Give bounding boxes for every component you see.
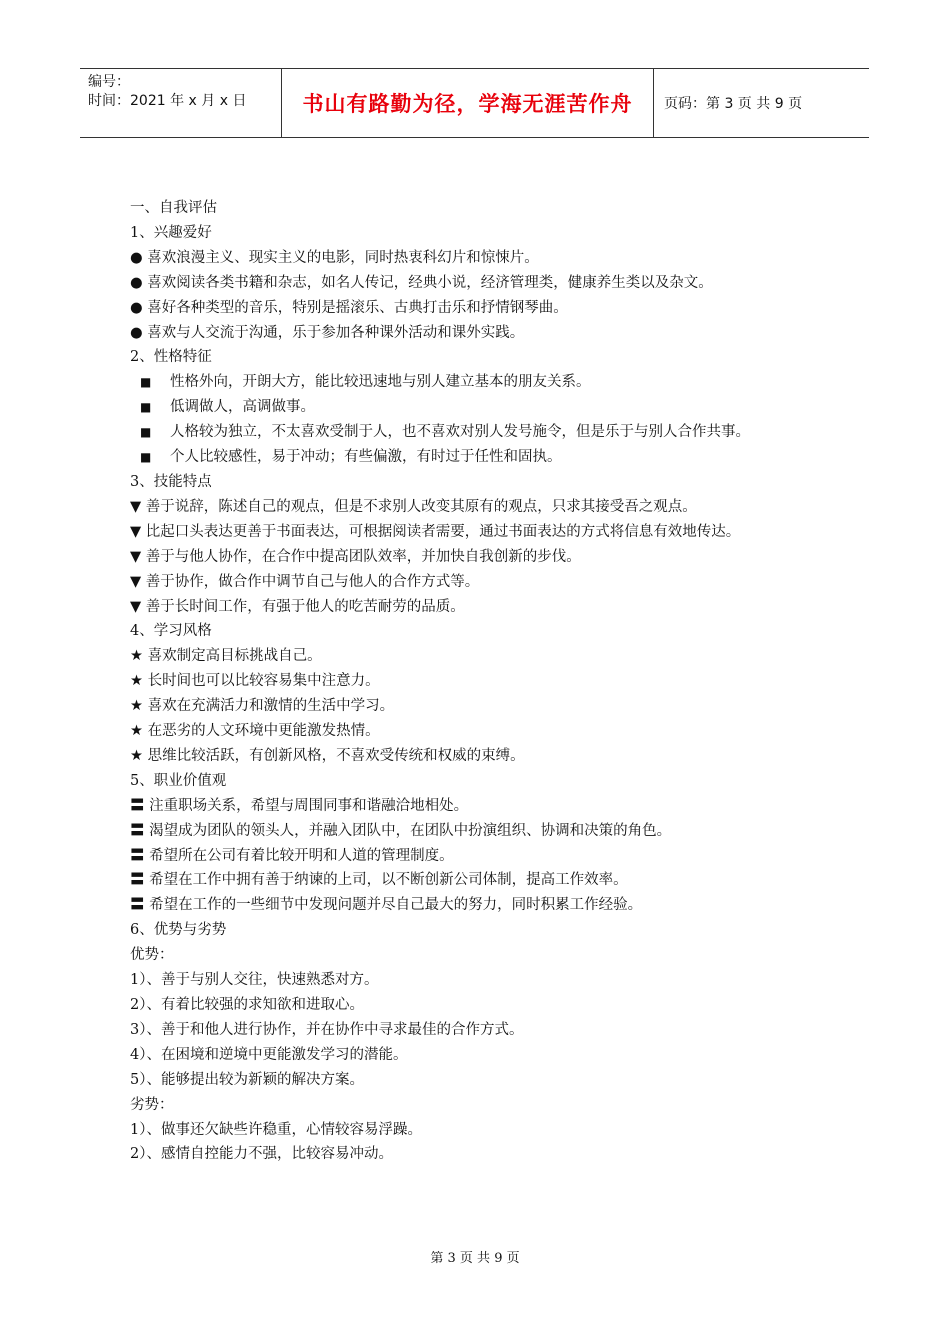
double-bar-bullet-icon: 〓 — [130, 822, 145, 839]
section-title: 一、自我评估 — [130, 200, 217, 216]
list-item: ▼ 善于协作，做合作中调节自己与他人的合作方式等。 — [130, 570, 820, 595]
list-item: 〓 注重职场关系，希望与周围同事和谐融洽地相处。 — [130, 794, 820, 819]
list-item: ■ 低调做人，高调做事。 — [130, 395, 820, 420]
triangle-bullet-icon: ▼ — [130, 498, 142, 515]
header-motto: 书山有路勤为径，学海无涯苦作舟 — [282, 69, 654, 137]
section-heading: 6、优势与劣势 — [130, 922, 227, 939]
list-item: ★ 在恶劣的人文环境中更能激发热情。 — [130, 719, 820, 744]
star-bullet-icon: ★ — [130, 747, 143, 764]
document-body — [130, 196, 820, 1167]
list-item: 2）、有着比较强的求知欲和进取心。 — [130, 997, 364, 1013]
section-heading: 3、技能特点 — [130, 473, 212, 490]
list-item: ● 喜欢与人交流于沟通，乐于参加各种课外活动和课外实践。 — [130, 321, 820, 346]
double-bar-bullet-icon: 〓 — [130, 847, 145, 864]
section-heading: 1、兴趣爱好 — [130, 224, 212, 241]
bullet-icon: ● — [130, 249, 143, 266]
list-item: 4）、在困境和逆境中更能激发学习的潜能。 — [130, 1046, 408, 1063]
section-heading: 2、性格特征 — [130, 349, 212, 366]
page-header — [80, 68, 869, 138]
list-item: ★ 长时间也可以比较容易集中注意力。 — [130, 669, 820, 694]
page-footer: 第 3 页 共 9 页 — [430, 1251, 520, 1266]
list-item: ■ 个人比较感性，易于冲动；有些偏激，有时过于任性和固执。 — [130, 445, 820, 470]
header-meta — [80, 69, 282, 137]
section-heading: 4、学习风格 — [130, 623, 212, 640]
list-item: 〓 希望在工作中拥有善于纳谏的上司，以不断创新公司体制，提高工作效率。 — [130, 868, 820, 893]
square-bullet-icon: ■ — [140, 425, 152, 440]
advantages-label: 优势： — [130, 947, 174, 964]
bullet-icon: ● — [130, 274, 143, 291]
double-bar-bullet-icon: 〓 — [130, 872, 145, 889]
star-bullet-icon: ★ — [130, 723, 143, 740]
list-item: ★ 喜欢在充满活力和激情的生活中学习。 — [130, 694, 820, 719]
double-bar-bullet-icon: 〓 — [130, 797, 145, 814]
list-item: ★ 思维比较活跃，有创新风格，不喜欢受传统和权威的束缚。 — [130, 744, 820, 769]
triangle-bullet-icon: ▼ — [130, 598, 142, 615]
list-item: ● 喜好各种类型的音乐，特别是摇滚乐、古典打击乐和抒情钢琴曲。 — [130, 296, 820, 321]
list-item: 〓 渴望成为团队的领头人，并融入团队中，在团队中扮演组织、协调和决策的角色。 — [130, 819, 820, 844]
list-item: 〓 希望在工作的一些细节中发现问题并尽自己最大的努力，同时积累工作经验。 — [130, 893, 820, 918]
square-bullet-icon: ■ — [140, 450, 152, 465]
list-item: ■ 性格外向，开朗大方，能比较迅速地与别人建立基本的朋友关系。 — [130, 370, 820, 395]
triangle-bullet-icon: ▼ — [130, 573, 142, 590]
list-item: ▼ 善于长时间工作，有强于他人的吃苦耐劳的品质。 — [130, 595, 820, 620]
list-item: ▼ 善于与他人协作，在合作中提高团队效率，并加快自我创新的步伐。 — [130, 545, 820, 570]
section-heading: 5、职业价值观 — [130, 772, 227, 789]
bullet-icon: ● — [130, 299, 143, 316]
number-label: 编号： — [88, 74, 130, 90]
list-item: ▼ 比起口头表达更善于书面表达，可根据阅读者需要，通过书面表达的方式将信息有效地传达。 — [130, 520, 820, 545]
square-bullet-icon: ■ — [140, 375, 152, 390]
disadvantages-label: 劣势： — [130, 1096, 174, 1113]
triangle-bullet-icon: ▼ — [130, 548, 142, 565]
square-bullet-icon: ■ — [140, 400, 152, 415]
time-label: 时间：2021 年 x 月 x 日 — [88, 93, 247, 109]
star-bullet-icon: ★ — [130, 673, 143, 690]
header-page-label: 页码：第 3 页 共 9 页 — [664, 96, 803, 112]
list-item: ▼ 善于说辞，陈述自己的观点，但是不求别人改变其原有的观点，只求其接受吾之观点。 — [130, 495, 820, 520]
star-bullet-icon: ★ — [130, 648, 143, 665]
list-item: ● 喜欢浪漫主义、现实主义的电影，同时热衷科幻片和惊悚片。 — [130, 246, 820, 271]
bullet-icon: ● — [130, 324, 143, 341]
triangle-bullet-icon: ▼ — [130, 523, 142, 540]
list-item: ★ 喜欢制定高目标挑战自己。 — [130, 644, 820, 669]
list-item: 1）、善于与别人交往，快速熟悉对方。 — [130, 972, 379, 989]
list-item: 1）、做事还欠缺些许稳重，心情较容易浮躁。 — [130, 1121, 422, 1138]
list-item: ● 喜欢阅读各类书籍和杂志，如名人传记，经典小说，经济管理类，健康养生类以及杂文。 — [130, 271, 820, 296]
star-bullet-icon: ★ — [130, 698, 143, 715]
double-bar-bullet-icon: 〓 — [130, 897, 145, 914]
list-item: 5）、能够提出较为新颖的解决方案。 — [130, 1071, 364, 1088]
list-item: 〓 希望所在公司有着比较开明和人道的管理制度。 — [130, 844, 820, 869]
list-item: 3）、善于和他人进行协作，并在协作中寻求最佳的合作方式。 — [130, 1021, 524, 1038]
list-item: ■ 人格较为独立，不太喜欢受制于人，也不喜欢对别人发号施令，但是乐于与别人合作共事。 — [130, 420, 820, 445]
list-item: 2）、感情自控能力不强，比较容易冲动。 — [130, 1146, 393, 1163]
